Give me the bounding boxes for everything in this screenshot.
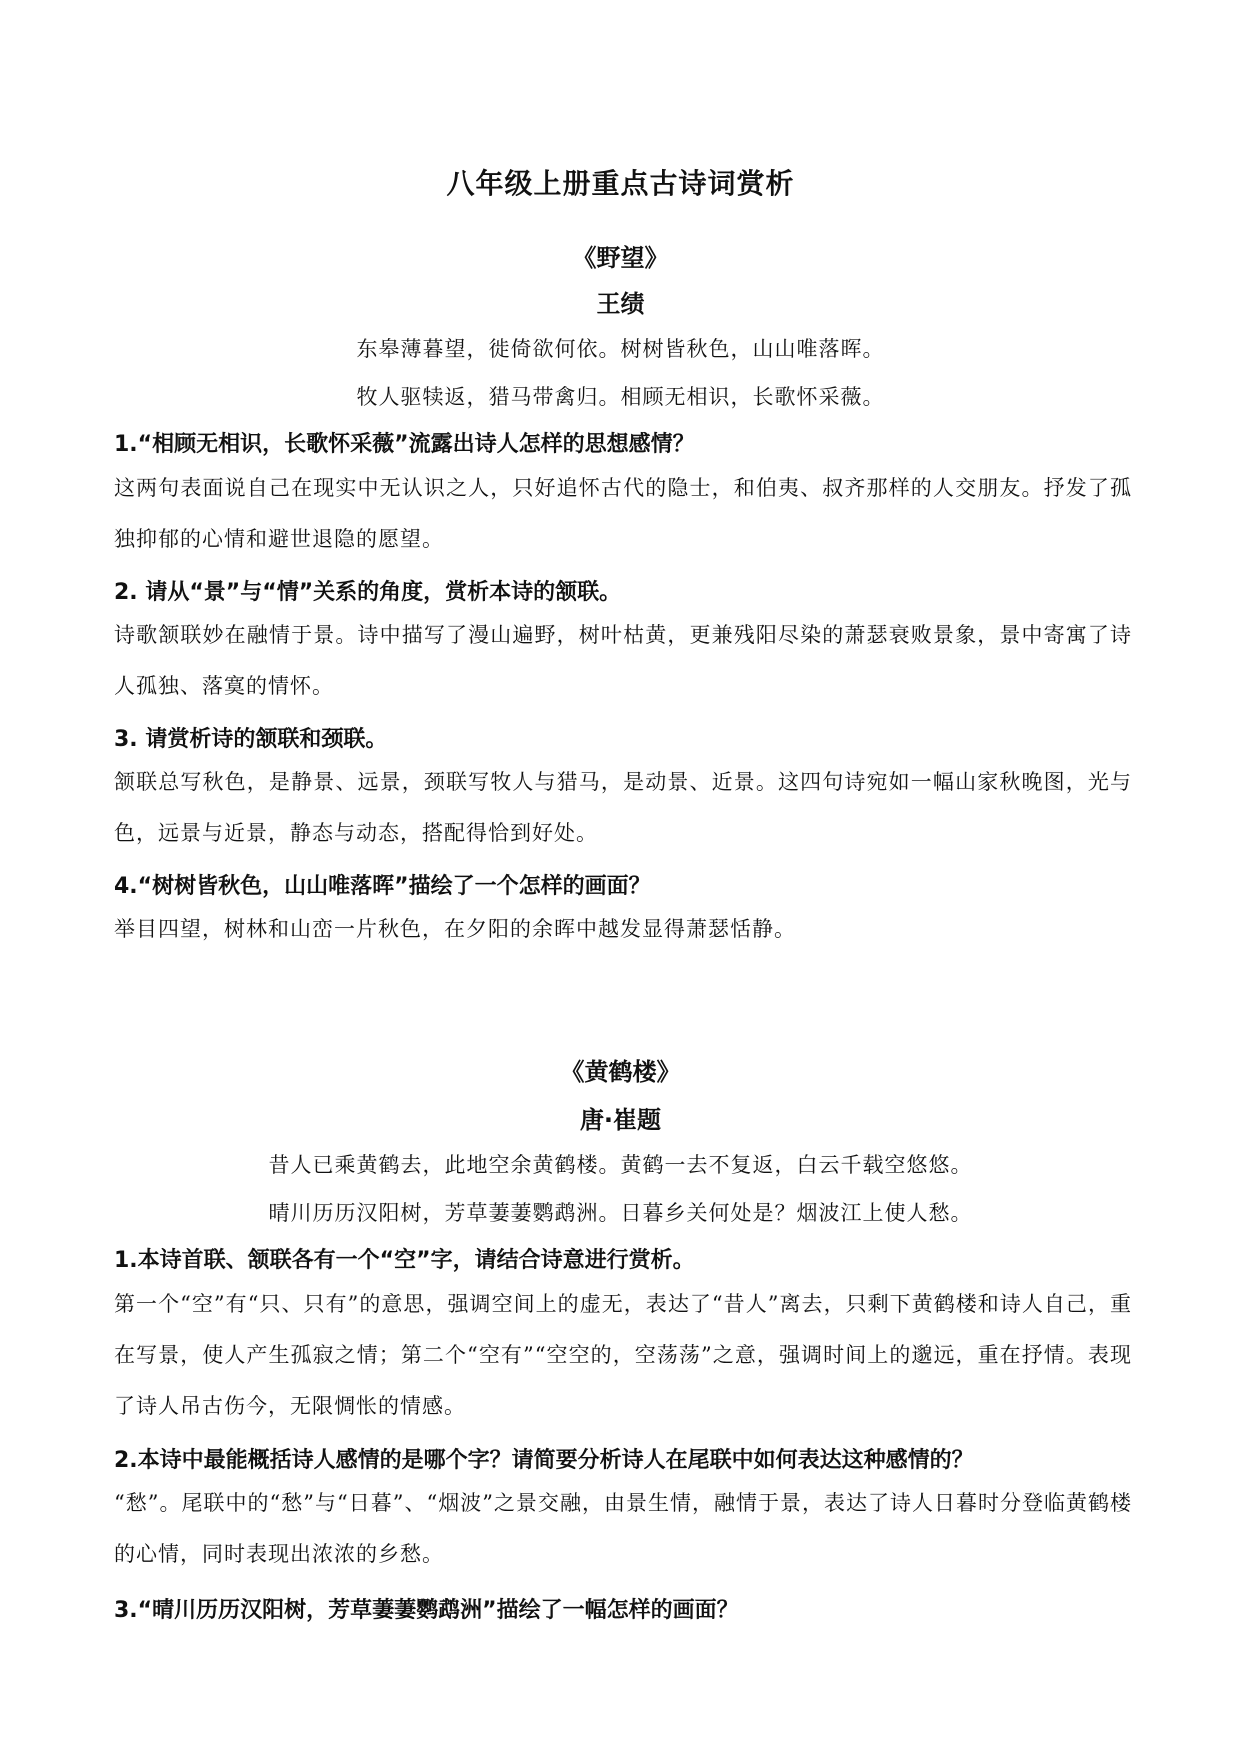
document-title: 八年级上册重点古诗词赏析	[446, 167, 795, 200]
poem-line: 牧人驱犊返，猎马带禽归。相顾无相识，长歌怀采薇。	[356, 385, 885, 409]
poem-line: 晴川历历汉阳树，芳草萋萋鹦鹉洲。日暮乡关何处是？烟波江上使人愁。	[268, 1201, 973, 1225]
poem-title: 《野望》	[572, 244, 669, 272]
answer: 诗歌颔联妙在融情于景。诗中描写了漫山遍野，树叶枯黄，更兼残阳尽染的萧瑟衰败景象，景中寄寓了诗人孤独、落寞的情怀。	[114, 623, 1132, 698]
question: 2. 请从“景”与“情”关系的角度，赏析本诗的颔联。	[114, 580, 622, 605]
question: 1.本诗首联、颔联各有一个“空”字，请结合诗意进行赏析。	[114, 1248, 695, 1273]
answer: 第一个“空”有“只、只有”的意思，强调空间上的虚无，表达了“昔人”离去，只剩下黄鹤楼和诗人自己，重在写景，使人产生孤寂之情；第二个“空有”“空空的，空荡荡”之意，强调时间上的邈远，重在抒情。表现了诗人吊古伤今，无限惆怅的情感。	[114, 1292, 1132, 1418]
answer: “愁”。尾联中的“愁”与“日暮”、“烟波”之景交融，由景生情，融情于景，表达了诗人日暮时分登临黄鹤楼的心情，同时表现出浓浓的乡愁。	[114, 1491, 1132, 1566]
poem-author: 唐·崔题	[579, 1106, 662, 1134]
question: 3. 请赏析诗的颔联和颈联。	[114, 727, 388, 752]
answer: 举目四望，树林和山峦一片秋色，在夕阳的余晖中越发显得萧瑟恬静。	[114, 917, 796, 941]
poem-title: 《黄鹤楼》	[560, 1058, 681, 1086]
poem-line: 昔人已乘黄鹤去，此地空余黄鹤楼。黄鹤一去不复返，白云千载空悠悠。	[268, 1153, 973, 1177]
poem-line: 东皋薄暮望，徙倚欲何依。树树皆秋色，山山唯落晖。	[356, 337, 885, 361]
poem-author: 王绩	[596, 290, 645, 318]
question: 3.“晴川历历汉阳树，芳草萋萋鹦鹉洲”描绘了一幅怎样的画面？	[114, 1598, 739, 1623]
answer: 这两句表面说自己在现实中无认识之人，只好追怀古代的隐士，和伯夷、叔齐那样的人交朋友。抒发了孤独抑郁的心情和避世退隐的愿望。	[114, 476, 1132, 551]
answer: 颔联总写秋色，是静景、远景，颈联写牧人与猎马，是动景、近景。这四句诗宛如一幅山家秋晚图，光与色，远景与近景，静态与动态，搭配得恰到好处。	[114, 770, 1132, 845]
question: 2.本诗中最能概括诗人感情的是哪个字？请简要分析诗人在尾联中如何表达这种感情的？	[114, 1448, 974, 1473]
question: 4.“树树皆秋色，山山唯落晖”描绘了一个怎样的画面？	[114, 874, 651, 899]
question: 1.“相顾无相识，长歌怀采薇”流露出诗人怎样的思想感情？	[114, 432, 695, 457]
